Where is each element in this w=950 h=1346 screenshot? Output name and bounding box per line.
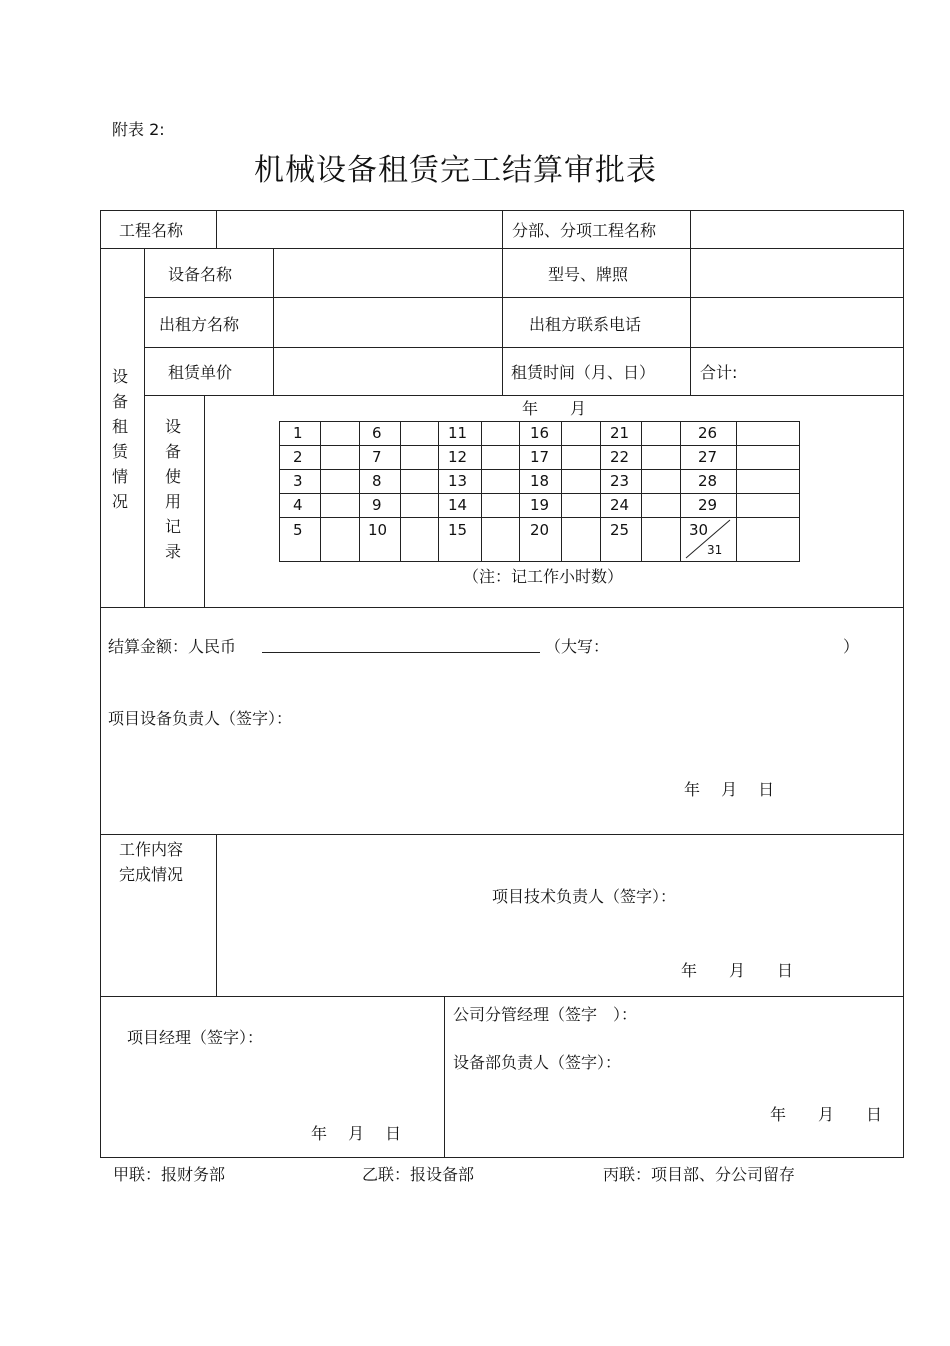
day-label-31: 31 [707, 543, 723, 557]
equipment-lease-section-label: 设 备 租 赁 情 况 [111, 367, 128, 511]
lessor-phone-field[interactable] [695, 300, 900, 344]
equipment-manager-signature-label: 项目设备负责人（签字）： [108, 709, 293, 728]
copy-equipment: 乙联：报设备部 [362, 1165, 475, 1184]
day-label: 24 [610, 496, 630, 514]
day-label: 4 [293, 496, 303, 514]
day-label: 11 [448, 424, 468, 442]
day-label: 28 [698, 472, 718, 490]
day-label: 9 [372, 496, 382, 514]
settlement-date: 年 月 日 [684, 780, 775, 799]
day-label: 20 [530, 521, 550, 539]
lessor-name-field[interactable] [278, 300, 498, 344]
page-title: 机械设备租赁完工结算审批表 [254, 153, 657, 188]
day-label: 29 [698, 496, 718, 514]
day-label: 16 [530, 424, 550, 442]
day-label: 6 [372, 424, 382, 442]
day-label: 13 [448, 472, 468, 490]
day-label: 1 [293, 424, 303, 442]
equipment-usage-record-label: 设 备 使 用 记 录 [164, 417, 181, 561]
day-label: 21 [610, 424, 630, 442]
unit-price-field[interactable] [278, 350, 498, 392]
equipment-name-field[interactable] [278, 250, 498, 294]
model-plate-field[interactable] [695, 250, 900, 294]
day-label: 8 [372, 472, 382, 490]
equipment-dept-head-signature-label: 设备部负责人（签字）： [453, 1053, 622, 1072]
tech-manager-signature-label: 项目技术负责人（签字）： [492, 887, 677, 906]
sub-project-name-label: 分部、分项工程名称 [512, 221, 657, 240]
capital-amount-close: ） [843, 637, 860, 656]
total-label: 合计: [700, 363, 738, 382]
usage-year-month: 年 月 [522, 399, 587, 418]
appendix-label: 附表 2: [112, 120, 165, 139]
settlement-amount-label: 结算金额：人民币 [108, 637, 237, 656]
copy-project: 丙联：项目部、分公司留存 [603, 1165, 796, 1184]
lease-time-label: 租赁时间（月、日） [511, 363, 656, 382]
lessor-phone-label: 出租方联系电话 [529, 315, 642, 334]
work-content-label: 工作内容 [119, 840, 184, 859]
lessor-name-label: 出租方名称 [159, 315, 240, 334]
day-label: 22 [610, 448, 630, 466]
sub-project-name-field[interactable] [695, 211, 900, 247]
model-plate-label: 型号、牌照 [548, 265, 629, 284]
copy-finance: 甲联：报财务部 [113, 1165, 226, 1184]
settlement-amount-field[interactable] [262, 628, 540, 652]
day-label: 2 [293, 448, 303, 466]
project-manager-signature-label: 项目经理（签字）： [127, 1028, 264, 1047]
day-label: 26 [698, 424, 718, 442]
day-label: 27 [698, 448, 718, 466]
capital-amount-label: （大写： [545, 637, 610, 656]
day-label: 17 [530, 448, 550, 466]
day-label: 18 [530, 472, 550, 490]
day-label: 30 [689, 521, 709, 539]
approval-date: 年 月 日 [770, 1105, 883, 1124]
project-name-label: 工程名称 [119, 221, 184, 240]
unit-price-label: 租赁单价 [168, 363, 233, 382]
day-label: 15 [448, 521, 468, 539]
company-manager-signature-label: 公司分管经理（签字 ）： [453, 1005, 638, 1024]
usage-note: （注：记工作小时数） [463, 567, 624, 586]
project-name-field[interactable] [223, 211, 498, 247]
work-completion-label: 完成情况 [119, 865, 184, 884]
work-date: 年 月 日 [681, 961, 794, 980]
equipment-name-label: 设备名称 [168, 265, 233, 284]
day-label: 19 [530, 496, 550, 514]
project-manager-date: 年 月 日 [311, 1124, 402, 1143]
day-label: 23 [610, 472, 630, 490]
day-label: 25 [610, 521, 630, 539]
day-label: 5 [293, 521, 303, 539]
day-label: 12 [448, 448, 468, 466]
capital-amount-field[interactable] [605, 628, 840, 652]
day-label: 10 [368, 521, 388, 539]
day-label: 7 [372, 448, 382, 466]
day-label: 3 [293, 472, 303, 490]
day-label: 14 [448, 496, 468, 514]
